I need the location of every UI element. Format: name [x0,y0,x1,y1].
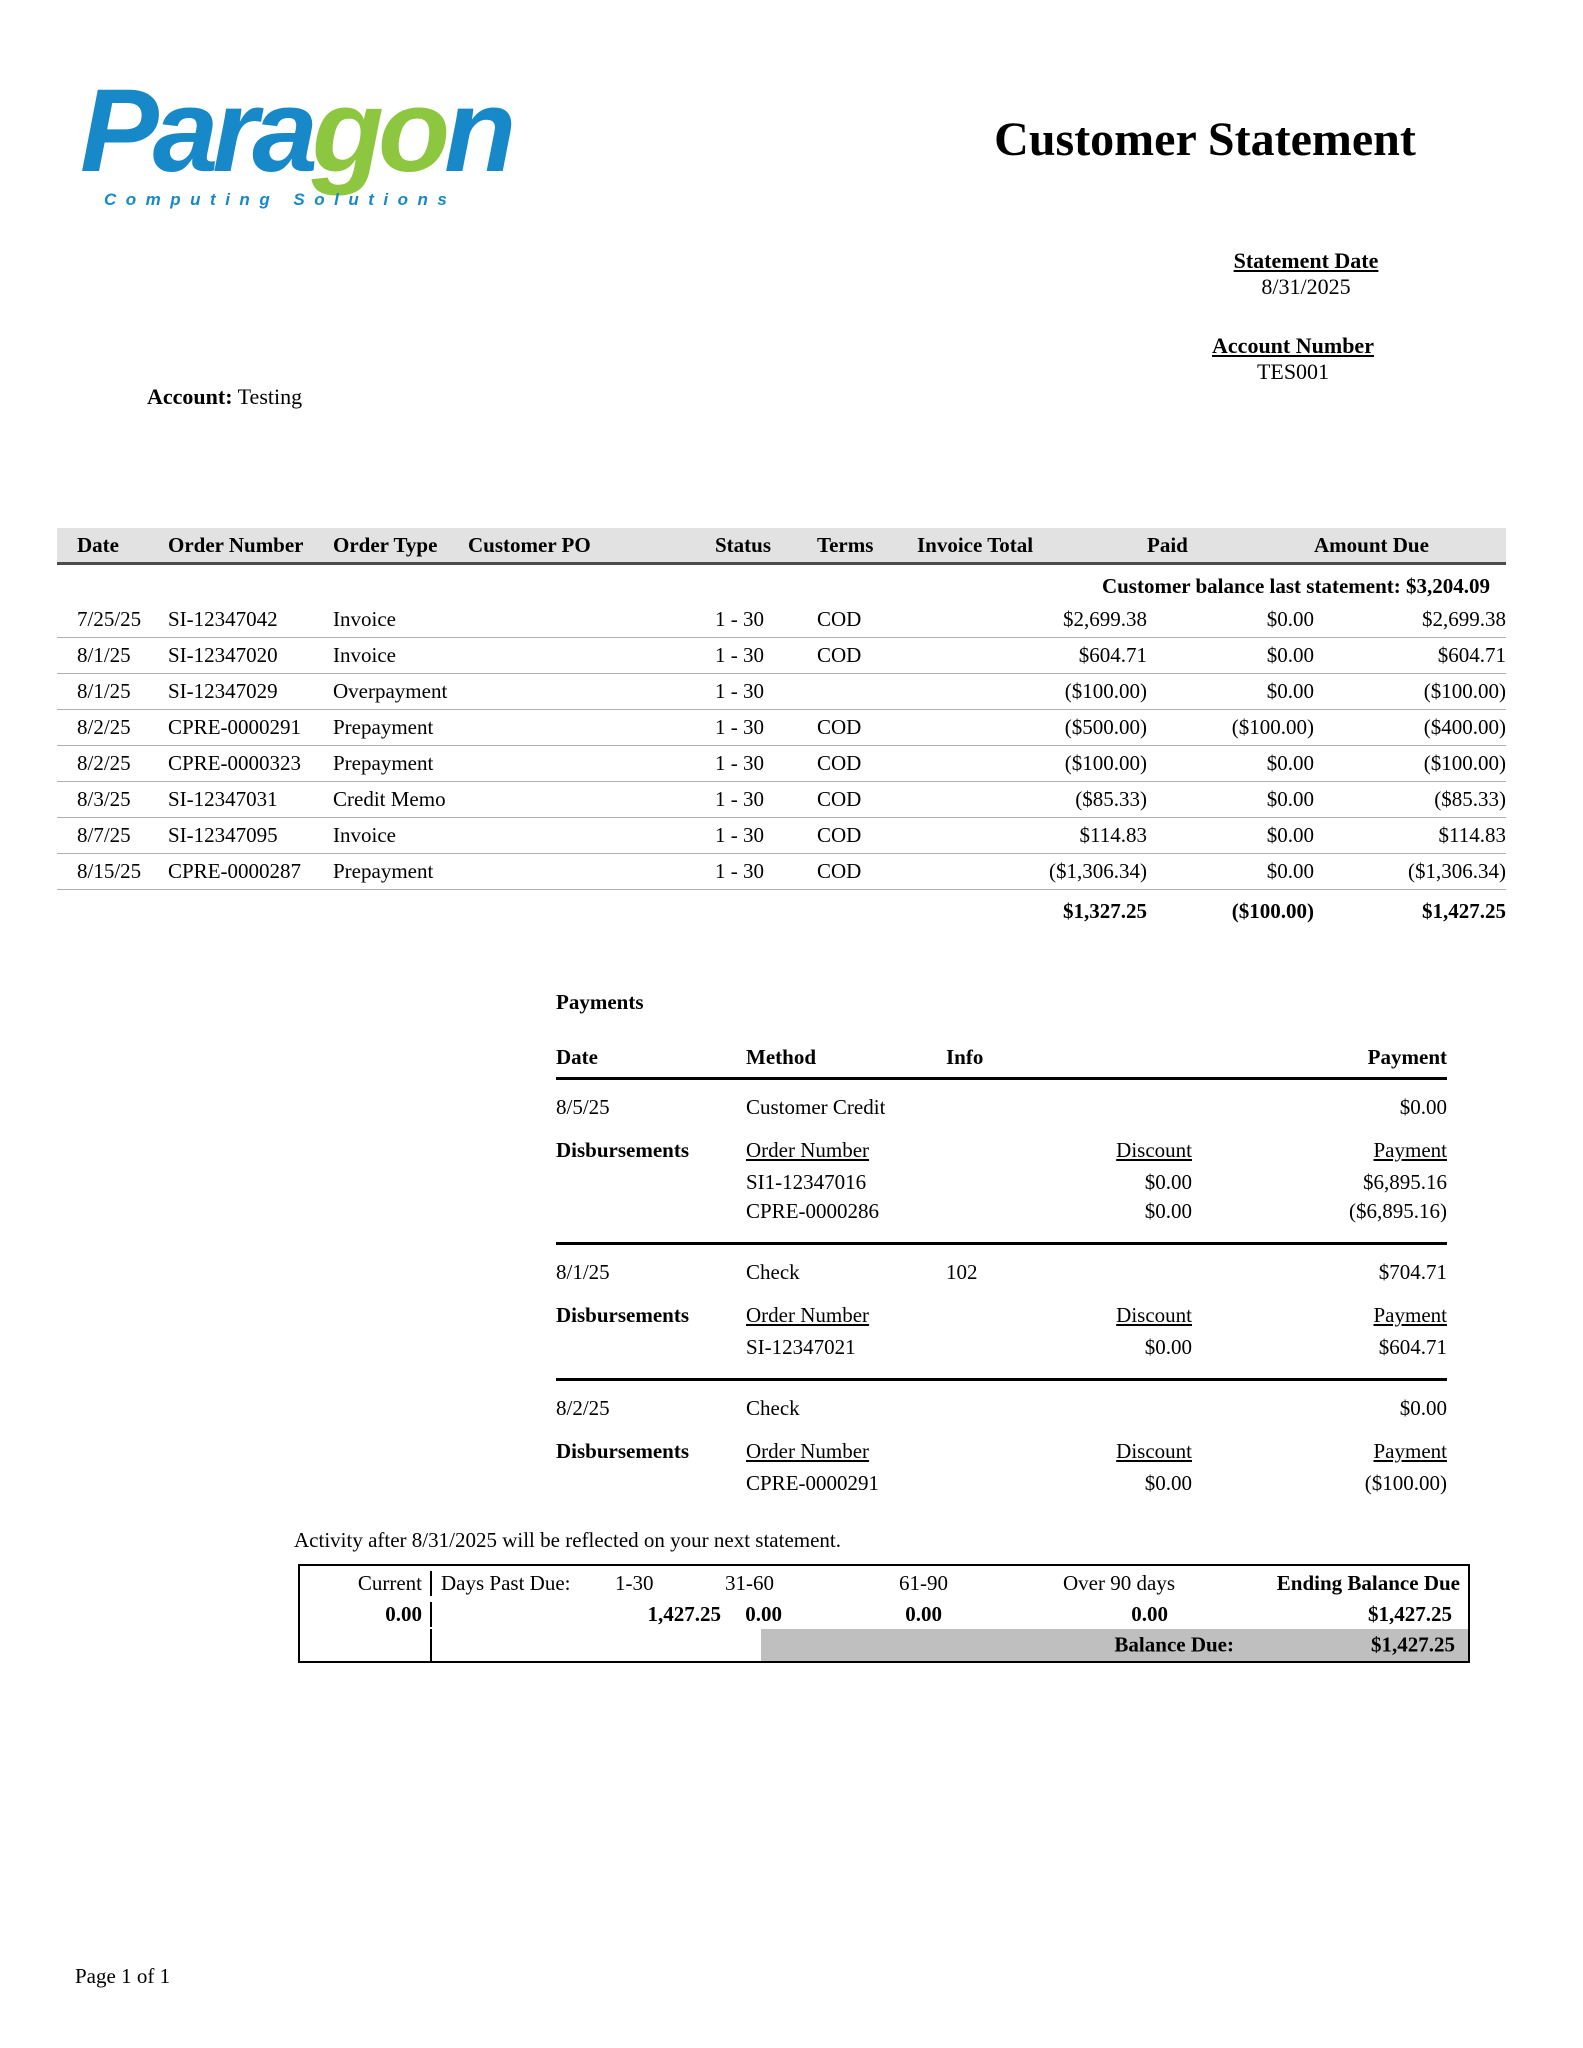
orders-table [57,528,1506,934]
aging-balance-row [300,1629,1468,1661]
payments-col-info: Info [946,1045,984,1069]
order-amount-due: ($100.00) [1314,746,1506,782]
order-terms [817,674,917,710]
disb-payment: ($6,895.16) [1349,1199,1447,1223]
order-date: 8/1/25 [57,674,153,710]
paragon-logo [80,65,511,210]
payment-entry [556,1080,1447,1245]
disbursement-row [556,1168,1447,1197]
aging-ending-value: $1,427.25 [1368,1602,1452,1626]
order-row [57,710,1506,746]
disb-col-order-number: Order Number [746,1138,870,1162]
order-invoice-total: ($100.00) [917,746,1147,782]
col-header-date: Date [57,528,153,564]
aging-current-label: Current [300,1571,432,1596]
disb-payment: $6,895.16 [1363,1170,1447,1194]
order-customer-po [453,818,713,854]
payment-info: 102 [946,1260,978,1284]
order-paid: $0.00 [1147,638,1314,674]
order-paid: $0.00 [1147,746,1314,782]
payment-method: Customer Credit [746,1095,886,1119]
order-amount-due: $2,699.38 [1314,602,1506,638]
total-amount-due: $1,427.25 [1422,899,1506,923]
total-invoice: $1,327.25 [1063,899,1147,923]
aging-31-60-value: 0.00 [745,1602,782,1626]
logo-text-go: go [311,65,445,197]
disb-col-discount: Discount [1116,1138,1192,1162]
disbursements-label: Disbursements [556,1303,690,1327]
order-date: 8/2/25 [57,746,153,782]
col-header-amount-due: Amount Due [1314,528,1506,564]
disb-order-number: SI1-12347016 [746,1170,867,1194]
payments-col-method: Method [746,1045,816,1069]
disb-order-number: CPRE-0000286 [746,1199,880,1223]
order-type: Credit Memo [318,782,453,818]
order-terms: COD [817,638,917,674]
order-customer-po [453,854,713,890]
order-type: Invoice [318,818,453,854]
order-invoice-total: ($100.00) [917,674,1147,710]
disb-discount: $0.00 [1144,1335,1192,1359]
payments-section [556,990,1447,1498]
aging-header-row [300,1566,1468,1596]
order-status: 1 - 30 [713,710,817,746]
order-type: Overpayment [318,674,453,710]
orders-totals-row [57,890,1506,935]
account-label: Account: [147,384,233,409]
order-type: Prepayment [318,710,453,746]
aging-1-30-value: 1,427.25 [647,1602,721,1626]
order-amount-due: $114.83 [1314,818,1506,854]
statement-date-label: Statement Date [1233,248,1379,273]
payment-entry [556,1245,1447,1381]
aging-balance-spacer [432,1629,761,1661]
order-date: 8/3/25 [57,782,153,818]
payments-heading: Payments [556,990,644,1014]
order-date: 8/7/25 [57,818,153,854]
order-amount-due: ($85.33) [1314,782,1506,818]
disb-col-discount: Discount [1116,1303,1192,1327]
account-number-block [1143,333,1443,385]
order-status: 1 - 30 [713,854,817,890]
order-row [57,638,1506,674]
page-number: Page 1 of 1 [75,1964,171,1988]
order-number: SI-12347029 [153,674,318,710]
aging-ending-label: Ending Balance Due [1276,1571,1460,1595]
aging-over-90-label: Over 90 days [1063,1571,1175,1595]
order-paid: $0.00 [1147,818,1314,854]
payment-date: 8/2/25 [556,1396,610,1420]
activity-note: Activity after 8/31/2025 will be reflected on your next statement. [294,1528,842,1552]
order-number: SI-12347031 [153,782,318,818]
payment-entry [556,1381,1447,1498]
payment-date: 8/5/25 [556,1095,610,1119]
order-type: Invoice [318,638,453,674]
statement-date-value: 8/31/2025 [1261,274,1351,299]
order-invoice-total: $2,699.38 [917,602,1147,638]
paragon-logo-wordmark [80,65,511,197]
order-invoice-total: $604.71 [917,638,1147,674]
order-customer-po [453,710,713,746]
disb-order-number: SI-12347021 [746,1335,856,1359]
order-invoice-total: ($1,306.34) [917,854,1147,890]
disb-discount: $0.00 [1144,1471,1192,1495]
order-date: 8/2/25 [57,710,153,746]
order-paid: $0.00 [1147,782,1314,818]
order-customer-po [453,746,713,782]
order-terms: COD [817,854,917,890]
page-title: Customer Statement [994,113,1416,166]
account-line [147,384,302,410]
order-amount-due: ($1,306.34) [1314,854,1506,890]
statement-date-block [1156,248,1456,300]
disbursements-header [556,1128,1447,1168]
account-number-label: Account Number [1212,333,1374,358]
order-status: 1 - 30 [713,638,817,674]
order-number: SI-12347020 [153,638,318,674]
order-type: Prepayment [318,854,453,890]
payment-row [556,1245,1447,1293]
disb-col-payment: Payment [1373,1439,1447,1463]
logo-tagline: Computing Solutions [104,190,457,209]
order-number: CPRE-0000287 [153,854,318,890]
order-terms: COD [817,746,917,782]
aging-over-90-value: 0.00 [1131,1602,1168,1626]
payment-row [556,1080,1447,1128]
order-number: SI-12347095 [153,818,318,854]
order-customer-po [453,602,713,638]
disbursement-row [556,1197,1447,1226]
balance-due-highlight [761,1629,1468,1661]
order-row [57,818,1506,854]
aging-current-value: 0.00 [300,1602,432,1627]
disbursement-row [556,1333,1447,1362]
aging-days-past-due-label: Days Past Due: [441,1571,571,1595]
order-status: 1 - 30 [713,782,817,818]
disbursements-header [556,1429,1447,1469]
aging-61-90-label: 61-90 [899,1571,948,1595]
disb-col-payment: Payment [1373,1138,1447,1162]
order-paid: ($100.00) [1147,710,1314,746]
payment-method: Check [746,1260,800,1284]
payment-amount: $0.00 [1399,1396,1447,1420]
order-row [57,674,1506,710]
payment-date: 8/1/25 [556,1260,610,1284]
account-number-value: TES001 [1256,359,1330,384]
order-amount-due: ($100.00) [1314,674,1506,710]
order-customer-po [453,782,713,818]
disb-col-order-number: Order Number [746,1303,870,1327]
order-status: 1 - 30 [713,674,817,710]
order-terms: COD [817,602,917,638]
balance-due-value: $1,427.25 [1371,1632,1455,1657]
order-amount-due: ($400.00) [1314,710,1506,746]
disb-payment: $604.71 [1378,1335,1447,1359]
order-paid: $0.00 [1147,602,1314,638]
order-type: Prepayment [318,746,453,782]
aging-values-row [300,1596,1468,1629]
disb-col-payment: Payment [1373,1303,1447,1327]
disbursement-row [556,1469,1447,1498]
disbursements-label: Disbursements [556,1138,690,1162]
order-number: CPRE-0000291 [153,710,318,746]
order-row [57,854,1506,890]
order-paid: $0.00 [1147,674,1314,710]
order-date: 8/15/25 [57,854,153,890]
order-status: 1 - 30 [713,602,817,638]
aging-balance-left-cell [300,1629,432,1661]
payments-col-date: Date [556,1045,598,1069]
order-customer-po [453,638,713,674]
disb-discount: $0.00 [1144,1199,1192,1223]
payment-amount: $0.00 [1399,1095,1447,1119]
order-paid: $0.00 [1147,854,1314,890]
disb-col-discount: Discount [1116,1439,1192,1463]
aging-1-30-label: 1-30 [615,1571,654,1595]
aging-31-60-label: 31-60 [725,1571,774,1595]
aging-61-90-value: 0.00 [905,1602,942,1626]
balance-due-label: Balance Due: [1114,1632,1234,1657]
payment-amount: $704.71 [1378,1260,1447,1284]
disb-payment: ($100.00) [1364,1471,1447,1495]
order-status: 1 - 30 [713,746,817,782]
order-number: SI-12347042 [153,602,318,638]
disb-discount: $0.00 [1144,1170,1192,1194]
payments-header-row [556,1045,1447,1080]
disbursements-label: Disbursements [556,1439,690,1463]
order-amount-due: $604.71 [1314,638,1506,674]
statement-body [0,528,1583,1663]
order-terms: COD [817,710,917,746]
payment-row [556,1381,1447,1429]
col-header-status: Status [713,528,817,564]
col-header-invoice-total: Invoice Total [917,528,1147,564]
orders-header-row [57,528,1506,564]
order-invoice-total: ($500.00) [917,710,1147,746]
order-row [57,746,1506,782]
total-paid: ($100.00) [1231,899,1314,923]
order-invoice-total: $114.83 [917,818,1147,854]
balance-note-row [57,564,1506,603]
order-customer-po [453,674,713,710]
col-header-order-number: Order Number [153,528,318,564]
order-row [57,782,1506,818]
payments-col-payment: Payment [1367,1045,1447,1069]
order-invoice-total: ($85.33) [917,782,1147,818]
order-terms: COD [817,782,917,818]
order-row [57,602,1506,638]
order-number: CPRE-0000323 [153,746,318,782]
col-header-paid: Paid [1147,528,1314,564]
order-type: Invoice [318,602,453,638]
order-status: 1 - 30 [713,818,817,854]
disbursements-header [556,1293,1447,1333]
order-date: 8/1/25 [57,638,153,674]
logo-text-para: Para [80,65,312,197]
disb-col-order-number: Order Number [746,1439,870,1463]
payment-method: Check [746,1396,800,1420]
aging-summary-box [298,1564,1470,1663]
col-header-order-type: Order Type [318,528,453,564]
last-statement-balance: Customer balance last statement: $3,204.09 [1101,574,1490,598]
col-header-terms: Terms [817,528,917,564]
col-header-customer-po: Customer PO [453,528,713,564]
logo-text-n: n [444,65,511,197]
account-name: Testing [237,384,303,409]
disb-order-number: CPRE-0000291 [746,1471,880,1495]
order-date: 7/25/25 [57,602,153,638]
order-terms: COD [817,818,917,854]
